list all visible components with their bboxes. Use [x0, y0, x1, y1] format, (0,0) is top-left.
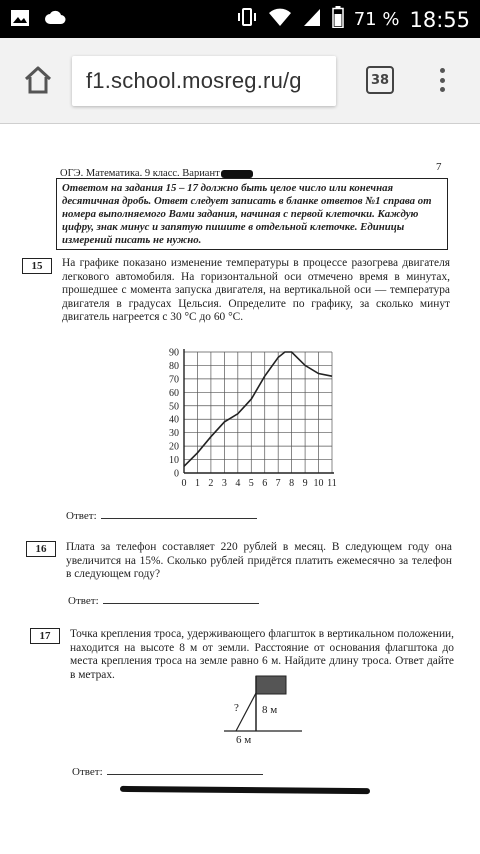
page-number: 7 [436, 161, 442, 173]
instruction-box: Ответом на задания 15 – 17 должно быть целое число или конечная десятичная дробь. Ответ следует записать в бланке ответов №1 справа от номера выполняемого Вами задания, начиная с первой клеточки. Каждую цифру, знак минус и запятую пишите в отдельной клеточке. Единицы измерений писать не нужно. [56, 178, 448, 250]
temperature-curve [184, 352, 332, 466]
x-tick-label: 1 [194, 478, 200, 489]
cable [236, 693, 256, 731]
battery-icon [332, 6, 344, 33]
question-15-text: На графике показано изменение температуры в процессе разогрева двигателя легкового автомобиля. На горизонтальной оси отмечено время в минутах, прошедшее с момента запуска двигателя, на вертикальной оси — температура двигателя в градусах Цельсия. Определите по графику, за сколько минут двигатель нагреется с 30 °С до 60 °С. [62, 257, 450, 323]
answer-17-line[interactable] [107, 767, 263, 775]
scan-edge-mark [120, 786, 370, 794]
x-tick-label: 4 [235, 478, 241, 489]
menu-dot-icon [440, 68, 445, 73]
answer-15: Ответ: [66, 510, 257, 522]
page-content[interactable] [0, 125, 480, 854]
clock: 18:55 [409, 7, 470, 32]
x-tick-label: 9 [302, 478, 308, 489]
y-tick-label: 10 [169, 455, 179, 467]
y-tick-label: 90 [169, 347, 179, 359]
x-tick-label: 0 [181, 478, 187, 489]
y-tick-label: 80 [169, 360, 179, 372]
url-text: f1.school.mosreg.ru/g [86, 68, 302, 93]
question-number-17: 17 [30, 628, 60, 644]
home-button[interactable] [18, 60, 58, 100]
question-number-15: 15 [22, 258, 52, 274]
document-header: ОГЭ. Математика. 9 класс. Вариант [60, 168, 253, 179]
label-base: 6 м [236, 734, 252, 743]
question-17-text: Точка крепления троса, удерживающего флагшток в вертикальном положении, находится на высоте 8 м от земли. Расстояние от основания флагштока до места крепления троса на земле равно 6 м. Найдите длину троса. Ответ дайте в метрах. [70, 628, 454, 681]
vibrate-icon [236, 7, 258, 32]
cloud-icon [44, 9, 66, 32]
url-bar[interactable] [72, 56, 336, 106]
redaction-mark [221, 170, 253, 178]
answer-17: Ответ: [72, 766, 263, 778]
status-bar [0, 0, 480, 38]
browser-toolbar [0, 38, 480, 124]
label-unknown: ? [234, 702, 239, 714]
answer-15-line[interactable] [101, 511, 257, 519]
y-tick-label: 20 [169, 441, 179, 453]
gallery-icon [10, 9, 30, 32]
y-tick-label: 0 [174, 468, 179, 480]
y-tick-label: 40 [169, 414, 179, 426]
x-tick-label: 10 [313, 478, 324, 489]
question-number-16: 16 [26, 541, 56, 557]
battery-percent: 71 % [353, 9, 400, 30]
signal-icon [302, 7, 322, 32]
x-tick-label: 8 [289, 478, 295, 489]
x-tick-label: 7 [275, 478, 281, 489]
temperature-chart [160, 343, 340, 495]
label-height: 8 м [262, 704, 278, 716]
y-tick-label: 70 [169, 374, 179, 386]
wifi-icon [268, 7, 292, 32]
question-16-text: Плата за телефон составляет 220 рублей в месяц. В следующем году она увеличится на 15%. Сколько рублей придётся платить ежемесячно за телефон в следующем году? [66, 541, 452, 580]
x-tick-label: 11 [327, 478, 337, 489]
overflow-menu-button[interactable] [432, 64, 452, 96]
y-tick-label: 50 [169, 401, 179, 413]
flag [256, 676, 286, 694]
y-tick-label: 30 [169, 428, 179, 440]
answer-16: Ответ: [68, 595, 259, 607]
tab-switcher-button[interactable]: 38 [366, 66, 394, 94]
x-tick-label: 3 [221, 478, 227, 489]
x-tick-label: 2 [208, 478, 214, 489]
x-tick-label: 5 [248, 478, 254, 489]
home-icon [22, 65, 54, 95]
y-tick-label: 60 [169, 387, 179, 399]
x-tick-label: 6 [262, 478, 268, 489]
flagpole-figure [220, 673, 310, 743]
answer-16-line[interactable] [103, 596, 259, 604]
